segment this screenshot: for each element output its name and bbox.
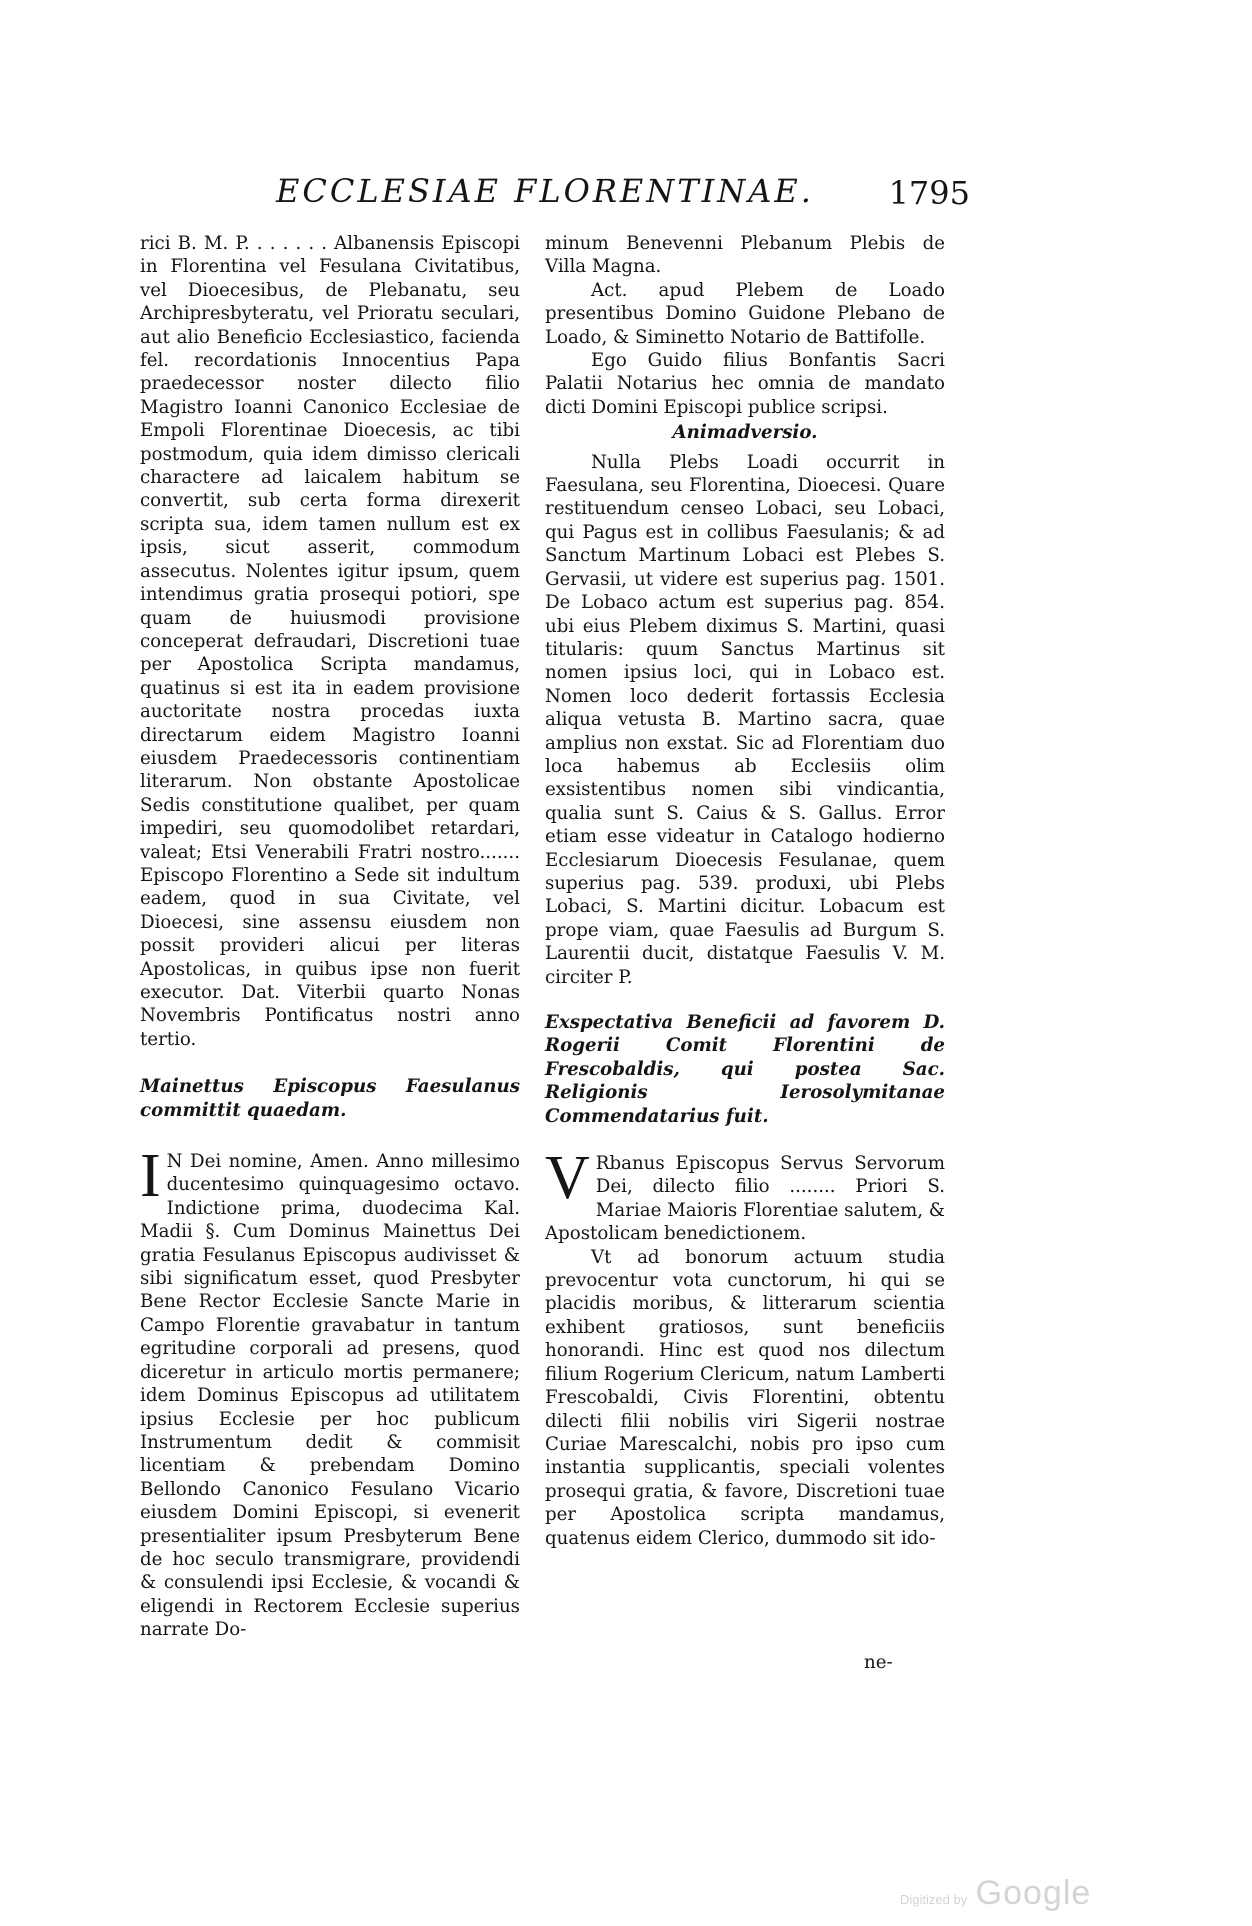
watermark-brand: Google [975, 1874, 1092, 1912]
page-title: ECCLESIAE FLORENTINAE. [276, 172, 814, 210]
watermark-prefix: Digitized by [900, 1892, 968, 1907]
left-document-paragraph [140, 1142, 520, 1642]
drop-cap-initial: I [140, 1142, 161, 1211]
left-column [140, 232, 520, 1642]
notary-paragraph: Ego Guido filius Bonfantis Sacri Palatii Notarius hec omnia de mandato dicti Domini Episcopi publice scripsi. [545, 350, 945, 418]
left-section-heading: Mainettus Episcopus Faesulanus committit quaedam. [140, 1076, 520, 1121]
right-document-body: Vt ad bonorum actuum studia prevocentur vota cunctorum, hi qui se placidis moribus, & litterarum scientia exhibent gratiosos, sunt beneficiis honorandi. Hinc est quod nos dilectum filium Rogerium Clericum, natum Lamberti Frescobaldi, Civis Florentini, obtentu dilecti filii nobilis viri Sigerii nostrae Curiae Marescalchi, nobis pro ipso cum instantia supplicantis, speciali volentes prosequi gratia, & favore, Discretioni tuae per Apostolica scripta mandamus, quatenus eidem Clerico, dummodo sit ido- [545, 1246, 945, 1549]
right-column [545, 232, 945, 1550]
act-paragraph: Act. apud Plebem de Loado presentibus Domino Guidone Plebano de Loado, & Siminetto Notario de Battifolle. [545, 279, 945, 348]
catchword: ne- [864, 1652, 893, 1673]
animadversio-heading: Animadversio. [672, 422, 818, 444]
animadversio-paragraph: Nulla Plebs Loadi occurrit in Faesulana, seu Florentina, Dioecesi. Quare restituendum censeo Lobaci, seu Lobaci, qui Pagus est in collibus Faesulanis; & ad Sanctum Martinum Lobaci est Plebes S. Gervasii, ut videre est superius pag. 1501. De Lobaco actum est superius pag. 854. ubi eius Plebem diximus S. Martini, quasi titularis: quum Sanctus Martinus sit nomen ipsius loci, qui in Lobaco est. Nomen loco dederit fortassis Ecclesia aliqua vetusta B. Martino sacra, quae amplius non exstat. Sic ad Florentiam duo loca habemus ab Ecclesiis olim exsistentibus nomen sibi vindicantia, qualia sunt S. Caius & S. Gallus. Error etiam esse videatur in Catalogo hodierno Ecclesiarum Dioecesis Fesulanae, quem superius pag. 539. produxi, ubi Plebs Lobaci, S. Martini dicitur. Lobacum est prope viam, quae Faesulis ad Burgum S. Laurentii ducit, distatque Faesulis V. M. circiter P. [545, 451, 945, 988]
drop-cap-initial-v: V [545, 1144, 590, 1213]
left-document-text: N Dei nomine, Amen. Anno millesimo ducentesimo quinquagesimo octavo. Indictione prima, duodecima Kal. Madii §. Cum Dominus Mainettus Dei gratia Fesulanus Episcopus audivisset & sibi significatum esset, quod Presbyter Bene Rector Ecclesie Sancte Marie in Campo Florentie gravabatur in tantum egritudine corporali ad presens, quod diceretur in articulo mortis permanere; idem Dominus Episcopus ad utilitatem ipsius Ecclesie per hoc publicum Instrumentum dedit & commisit licentiam & prebendam Domino Bellondo Canonico Fesulano Vicario eiusdem Domini Episcopi, si evenerit presentialiter ipsum Presbyterum Bene de hoc seculo transmigrare, providendi & consulendi ipsi Ecclesie, & vocandi & eligendi in Rectorem Ecclesie superius narrate Do- [140, 1151, 520, 1641]
right-paragraph-continuation: minum Benevenni Plebanum Plebis de Villa Magna. [545, 233, 945, 278]
running-head [270, 172, 970, 228]
right-document-paragraph [545, 1144, 945, 1246]
right-section-heading: Exspectativa Beneficii ad favorem D. Rogerii Comit Florentini de Frescobaldis, qui postea Sac. Religionis Ierosolymitanae Commendatarius fuit. [545, 1012, 945, 1127]
digitized-watermark [900, 1874, 1091, 1913]
right-document-opening: Rbanus Episcopus Servus Servorum Dei, dilecto filio ........ Priori S. Mariae Maioris Florentiae salutem, & Apostolicam benedictionem. [545, 1153, 945, 1245]
left-paragraph-continuation: rici B. M. P. . . . . . . Albanensis Episcopi in Florentina vel Fesulana Civitatibus, vel Dioecesibus, de Plebanatu, seu Archipresbyteratu, vel Prioratu seculari, aut alio Beneficio Ecclesiastico, facienda fel. recordationis Innocentius Papa praedecessor noster dilecto filio Magistro Ioanni Canonico Ecclesiae de Empoli Florentinae Dioecesis, ac tibi postmodum, quia idem dimisso clericali charactere ad laicalem habitum se convertit, sub certa forma direxerit scripta sua, idem tamen nullum est ex ipsis, sicut asserit, commodum assecutus. Nolentes igitur ipsum, quem intendimus gratia prosequi potiori, spe quam de huiusmodi provisione conceperat defraudari, Discretioni tuae per Apostolica Scripta mandamus, quatinus si est ita in eadem provisione auctoritate nostra procedas iuxta directarum eidem Magistro Ioanni eiusdem Praedecessoris continentiam literarum. Non obstante Apostolicae Sedis constitutione qualibet, per quam impediri, seu quomodolibet retardari, valeat; Etsi Venerabili Fratri nostro....... Episcopo Florentino a Sede sit indultum eadem, quod in sua Civitate, vel Dioecesi, sine assensu eiusdem non possit provideri alicui per literas Apostolicas, in quibus ipse non fuerit executor. Dat. Viterbii quarto Nonas Novembris Pontificatus nostri anno tertio. [140, 233, 520, 1050]
page-number: 1795 [888, 174, 970, 212]
